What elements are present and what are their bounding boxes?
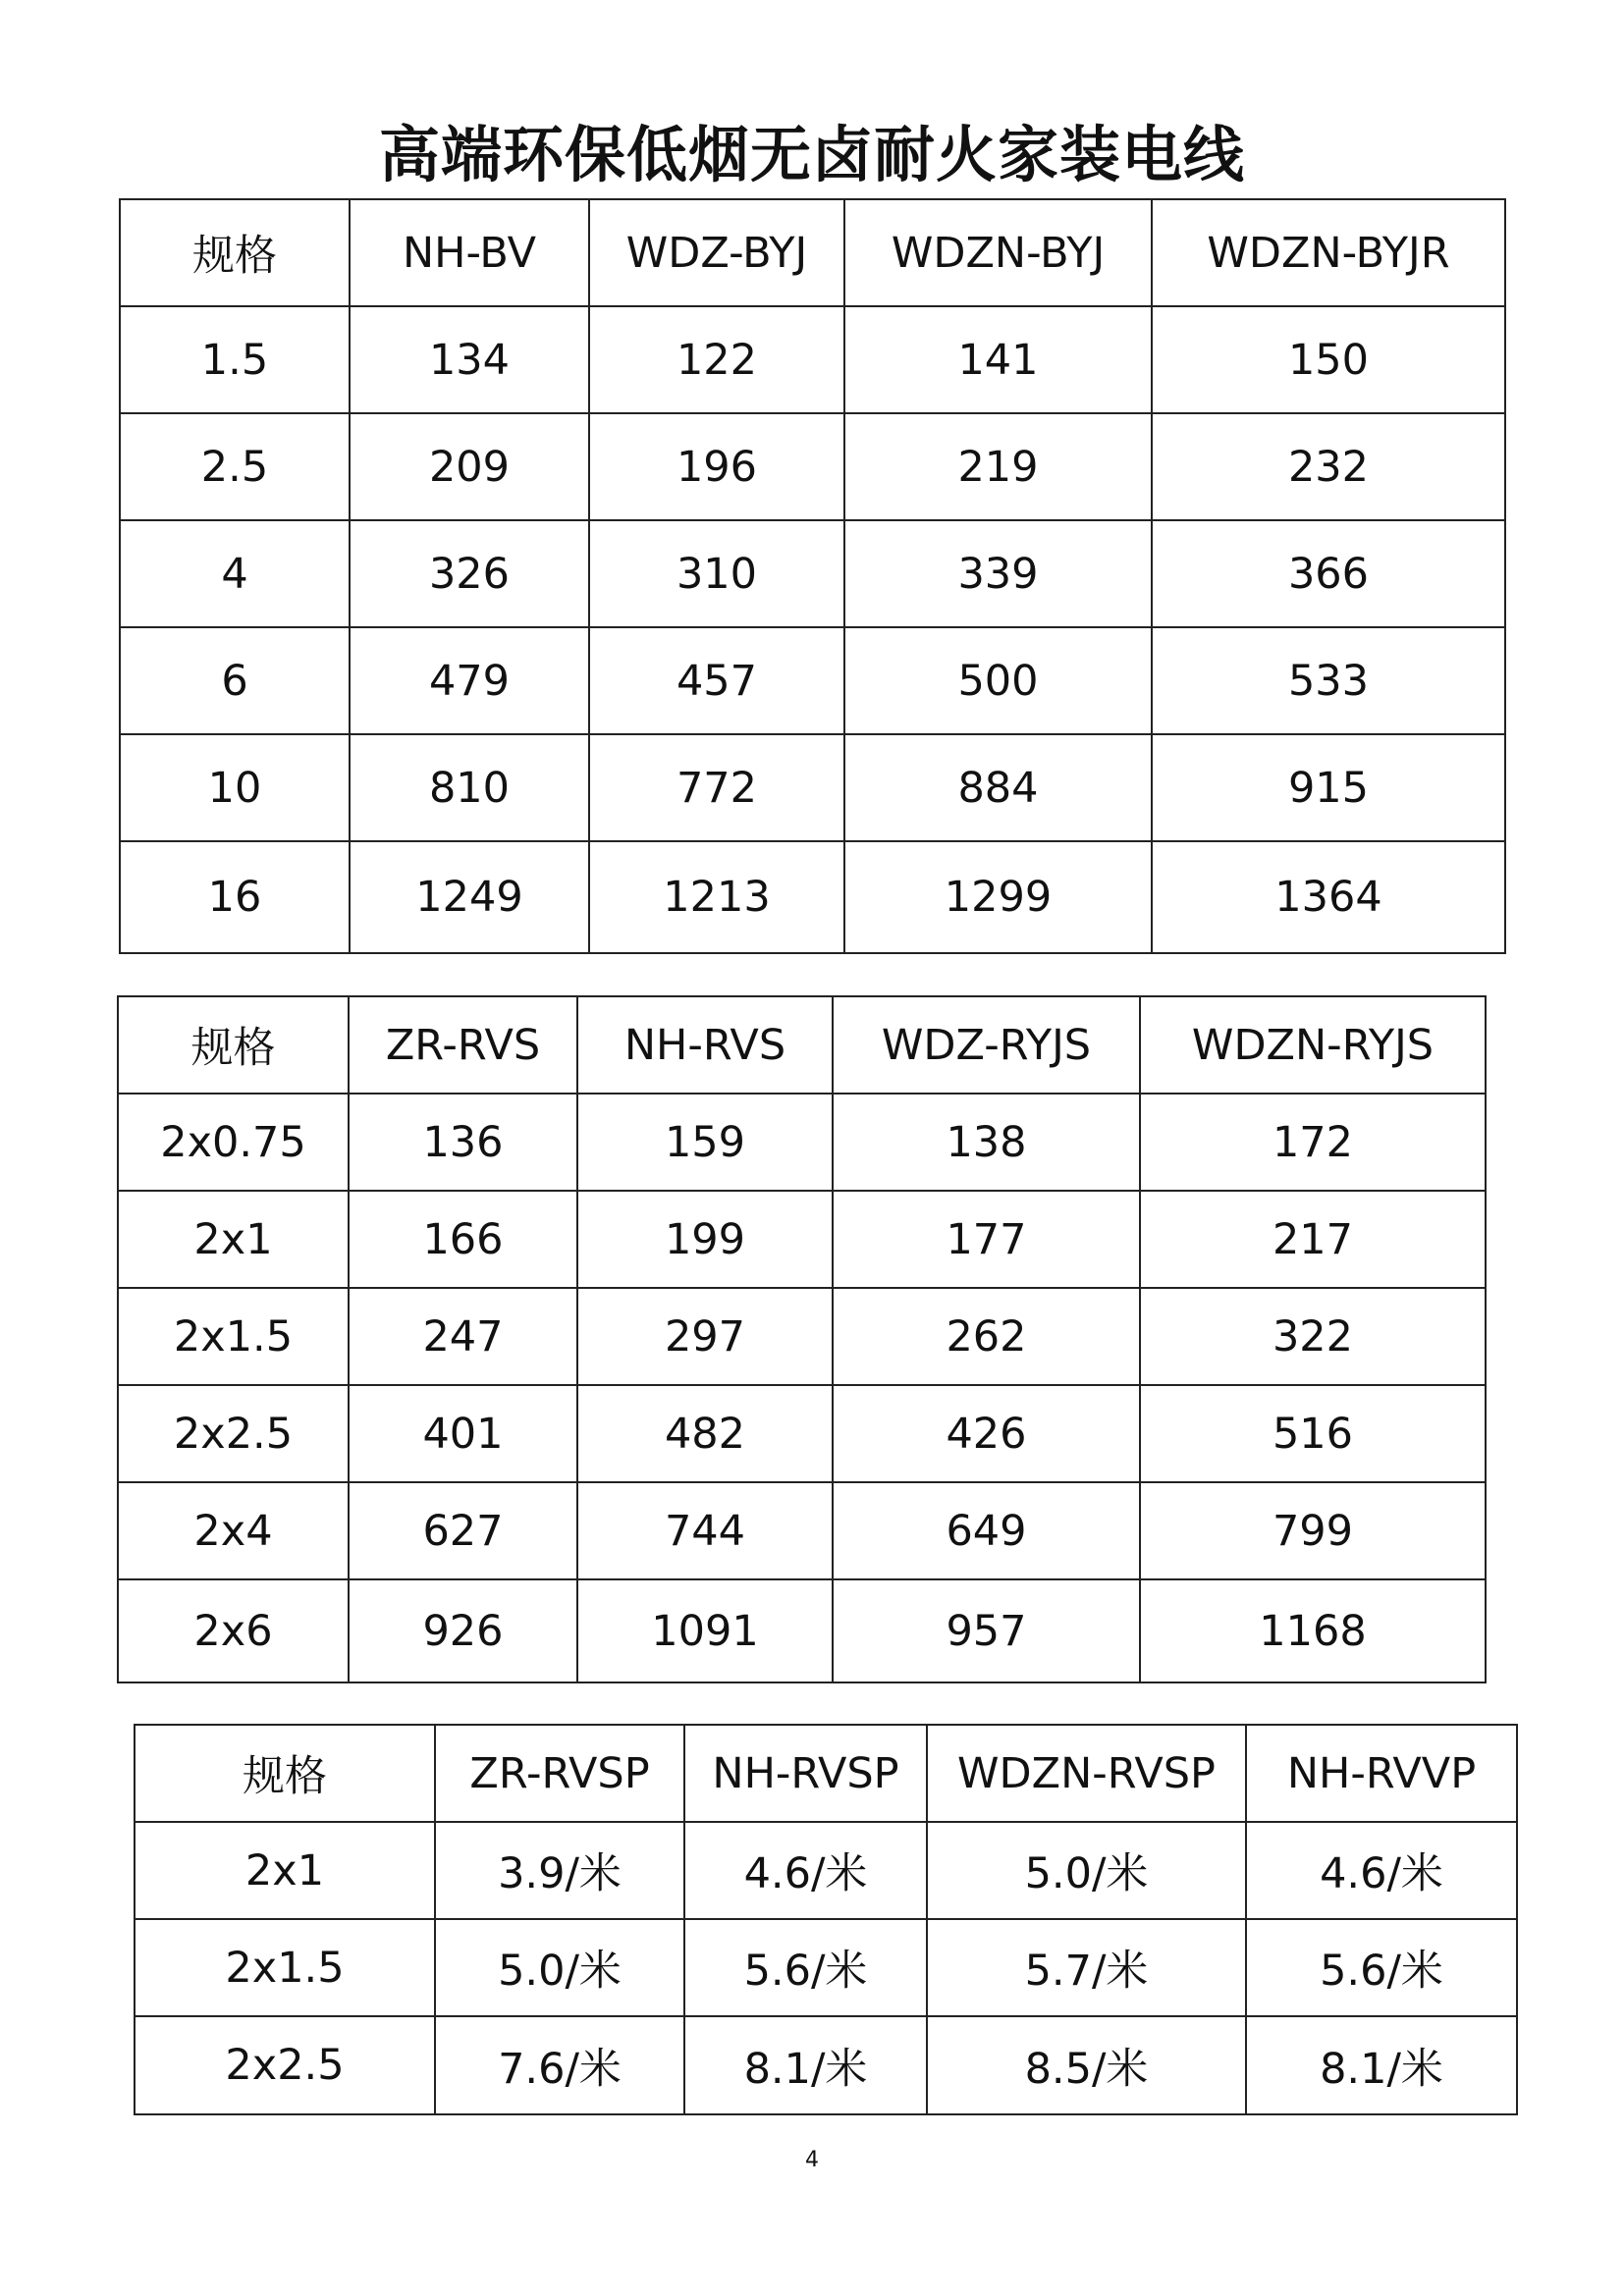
header-cell: NH-RVVP	[1246, 1725, 1517, 1822]
header-cell: ZR-RVSP	[435, 1725, 684, 1822]
price-table-1	[119, 198, 1506, 954]
table-cell: 649	[833, 1482, 1140, 1579]
table-row	[135, 1822, 1517, 1919]
table-cell: 262	[833, 1288, 1140, 1385]
table-cell: 2x1	[135, 1822, 435, 1919]
table-cell: 5.0/米	[927, 1822, 1246, 1919]
table-row	[135, 2016, 1517, 2114]
table-header-row	[135, 1725, 1517, 1822]
table-cell: 134	[350, 306, 589, 413]
table-cell: 1364	[1152, 841, 1505, 953]
table-cell: 799	[1140, 1482, 1486, 1579]
table-cell: 401	[349, 1385, 577, 1482]
table-cell: 5.7/米	[927, 1919, 1246, 2016]
header-cell: WDZN-RYJS	[1140, 996, 1486, 1094]
table-cell: 457	[589, 627, 844, 734]
table-cell: 1299	[844, 841, 1152, 953]
table-cell: 339	[844, 520, 1152, 627]
table-cell: 2.5	[120, 413, 350, 520]
header-cell: NH-RVS	[577, 996, 833, 1094]
table-cell: 159	[577, 1094, 833, 1191]
header-cell: WDZN-BYJR	[1152, 199, 1505, 306]
table-cell: 209	[350, 413, 589, 520]
table-cell: 915	[1152, 734, 1505, 841]
table-cell: 141	[844, 306, 1152, 413]
table-cell: 8.1/米	[1246, 2016, 1517, 2114]
table-cell: 8.5/米	[927, 2016, 1246, 2114]
table-cell: 6	[120, 627, 350, 734]
table-cell: 172	[1140, 1094, 1486, 1191]
table-cell: 232	[1152, 413, 1505, 520]
table-cell: 4	[120, 520, 350, 627]
table-cell: 500	[844, 627, 1152, 734]
header-cell: ZR-RVS	[349, 996, 577, 1094]
table-cell: 957	[833, 1579, 1140, 1682]
table-row	[120, 413, 1505, 520]
table-cell: 297	[577, 1288, 833, 1385]
table-cell: 2x1.5	[118, 1288, 349, 1385]
table-cell: 2x6	[118, 1579, 349, 1682]
table-cell: 122	[589, 306, 844, 413]
table-header-row	[120, 199, 1505, 306]
table-cell: 5.6/米	[1246, 1919, 1517, 2016]
table-row	[120, 306, 1505, 413]
table-row	[118, 1094, 1486, 1191]
header-cell: WDZ-BYJ	[589, 199, 844, 306]
header-cell: WDZ-RYJS	[833, 996, 1140, 1094]
table-cell: 627	[349, 1482, 577, 1579]
table-cell: 2x1	[118, 1191, 349, 1288]
table-row	[118, 1191, 1486, 1288]
header-cell: 规格	[118, 996, 349, 1094]
table-cell: 3.9/米	[435, 1822, 684, 1919]
page-title: 高端环保低烟无卤耐火家装电线	[378, 119, 1245, 190]
table-cell: 1213	[589, 841, 844, 953]
header-cell: 规格	[120, 199, 350, 306]
table-cell: 884	[844, 734, 1152, 841]
table-cell: 136	[349, 1094, 577, 1191]
table-cell: 150	[1152, 306, 1505, 413]
table-cell: 533	[1152, 627, 1505, 734]
table-cell: 772	[589, 734, 844, 841]
table-cell: 810	[350, 734, 589, 841]
table-cell: 2x1.5	[135, 1919, 435, 2016]
table-cell: 366	[1152, 520, 1505, 627]
table-cell: 5.6/米	[684, 1919, 927, 2016]
table-cell: 199	[577, 1191, 833, 1288]
header-cell: NH-BV	[350, 199, 589, 306]
table-row	[135, 1919, 1517, 2016]
price-table-2	[117, 995, 1487, 1683]
table-cell: 516	[1140, 1385, 1486, 1482]
table-cell: 196	[589, 413, 844, 520]
table-cell: 217	[1140, 1191, 1486, 1288]
table-row	[120, 627, 1505, 734]
table-header-row	[118, 996, 1486, 1094]
table-row	[118, 1385, 1486, 1482]
price-table-3	[134, 1724, 1518, 2115]
table-cell: 482	[577, 1385, 833, 1482]
header-cell: WDZN-BYJ	[844, 199, 1152, 306]
table-cell: 310	[589, 520, 844, 627]
table-cell: 479	[350, 627, 589, 734]
table-row	[120, 734, 1505, 841]
table-cell: 926	[349, 1579, 577, 1682]
table-cell: 7.6/米	[435, 2016, 684, 2114]
table-cell: 2x2.5	[118, 1385, 349, 1482]
table-cell: 1168	[1140, 1579, 1486, 1682]
table-cell: 322	[1140, 1288, 1486, 1385]
table-cell: 5.0/米	[435, 1919, 684, 2016]
table-cell: 1.5	[120, 306, 350, 413]
table-cell: 16	[120, 841, 350, 953]
table-cell: 744	[577, 1482, 833, 1579]
table-row	[118, 1579, 1486, 1682]
header-cell: WDZN-RVSP	[927, 1725, 1246, 1822]
table-cell: 2x4	[118, 1482, 349, 1579]
table-row	[120, 520, 1505, 627]
table-row	[118, 1288, 1486, 1385]
table-cell: 219	[844, 413, 1152, 520]
table-cell: 10	[120, 734, 350, 841]
table-cell: 247	[349, 1288, 577, 1385]
table-row	[120, 841, 1505, 953]
header-cell: NH-RVSP	[684, 1725, 927, 1822]
table-cell: 1091	[577, 1579, 833, 1682]
page-number: 4	[805, 2148, 819, 2172]
table-cell: 138	[833, 1094, 1140, 1191]
table-cell: 4.6/米	[1246, 1822, 1517, 1919]
table-cell: 166	[349, 1191, 577, 1288]
table-cell: 2x2.5	[135, 2016, 435, 2114]
table-row	[118, 1482, 1486, 1579]
table-cell: 8.1/米	[684, 2016, 927, 2114]
table-cell: 1249	[350, 841, 589, 953]
table-cell: 177	[833, 1191, 1140, 1288]
header-cell: 规格	[135, 1725, 435, 1822]
table-cell: 4.6/米	[684, 1822, 927, 1919]
table-cell: 2x0.75	[118, 1094, 349, 1191]
table-cell: 426	[833, 1385, 1140, 1482]
table-cell: 326	[350, 520, 589, 627]
